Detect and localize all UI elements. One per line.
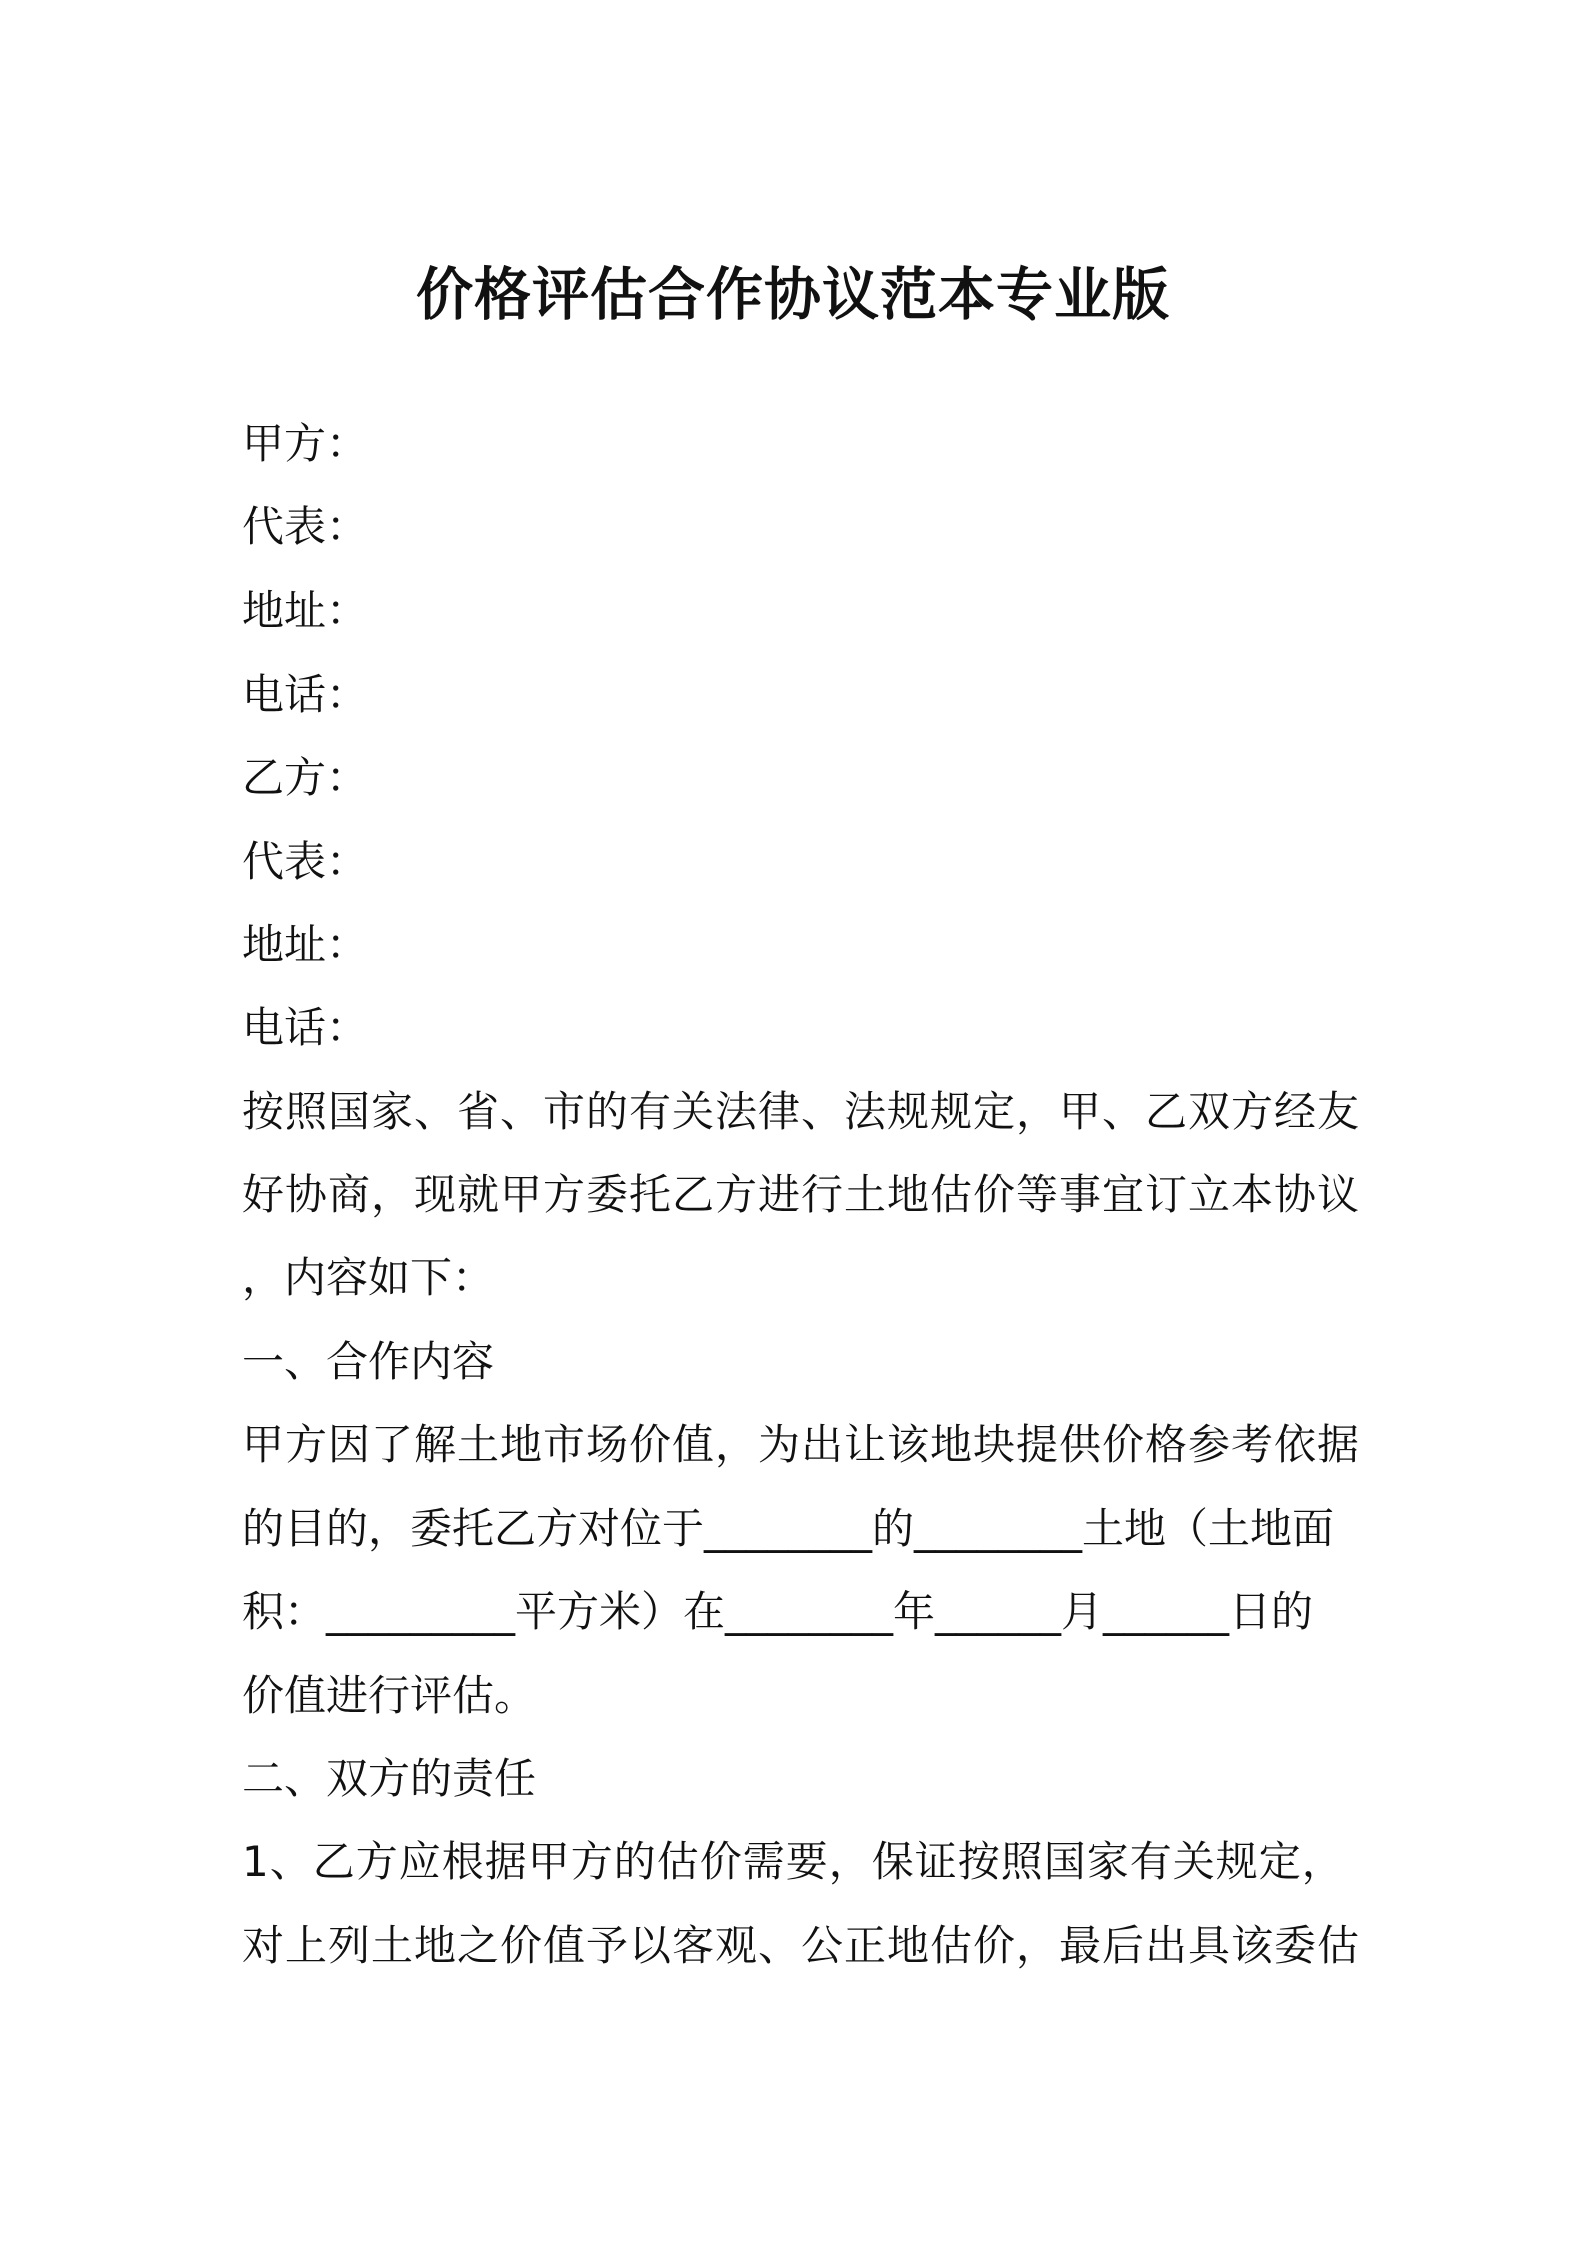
section-heading-cooperation: 一、合作内容	[242, 1337, 495, 1386]
cooperation-paragraph-line: 的目的，委托乙方对位于________的________土地（土地面	[242, 1504, 1335, 1553]
cooperation-paragraph-line: 甲方因了解土地市场价值，为出让该地块提供价格参考依据	[242, 1420, 1361, 1469]
intro-paragraph-line: 按照国家、省、市的有关法律、法规规定，甲、乙双方经友	[242, 1087, 1361, 1136]
party-b-representative-label: 代表：	[242, 837, 369, 886]
party-b-phone-label: 电话：	[242, 1003, 369, 1052]
party-a-label: 甲方：	[242, 419, 369, 468]
party-b-address-label: 地址：	[242, 920, 369, 969]
intro-paragraph-line: ，内容如下：	[242, 1253, 495, 1302]
responsibilities-paragraph-line: 1、乙方应根据甲方的估价需要，保证按照国家有关规定，	[242, 1837, 1345, 1886]
document-title: 价格评估合作协议范本专业版	[416, 262, 1170, 328]
party-a-phone-label: 电话：	[242, 670, 369, 719]
cooperation-paragraph-line: 价值进行评估。	[242, 1671, 537, 1720]
intro-paragraph-line: 好协商，现就甲方委托乙方进行土地估价等事宜订立本协议	[242, 1170, 1361, 1219]
party-b-label: 乙方：	[242, 753, 369, 802]
party-a-address-label: 地址：	[242, 586, 369, 635]
responsibilities-paragraph-line: 对上列土地之价值予以客观、公正地估价，最后出具该委估	[242, 1921, 1361, 1970]
section-heading-responsibilities: 二、双方的责任	[242, 1754, 537, 1803]
party-a-representative-label: 代表：	[242, 502, 369, 551]
cooperation-paragraph-line: 积：_________平方米）在________年______月______日的	[242, 1587, 1314, 1636]
